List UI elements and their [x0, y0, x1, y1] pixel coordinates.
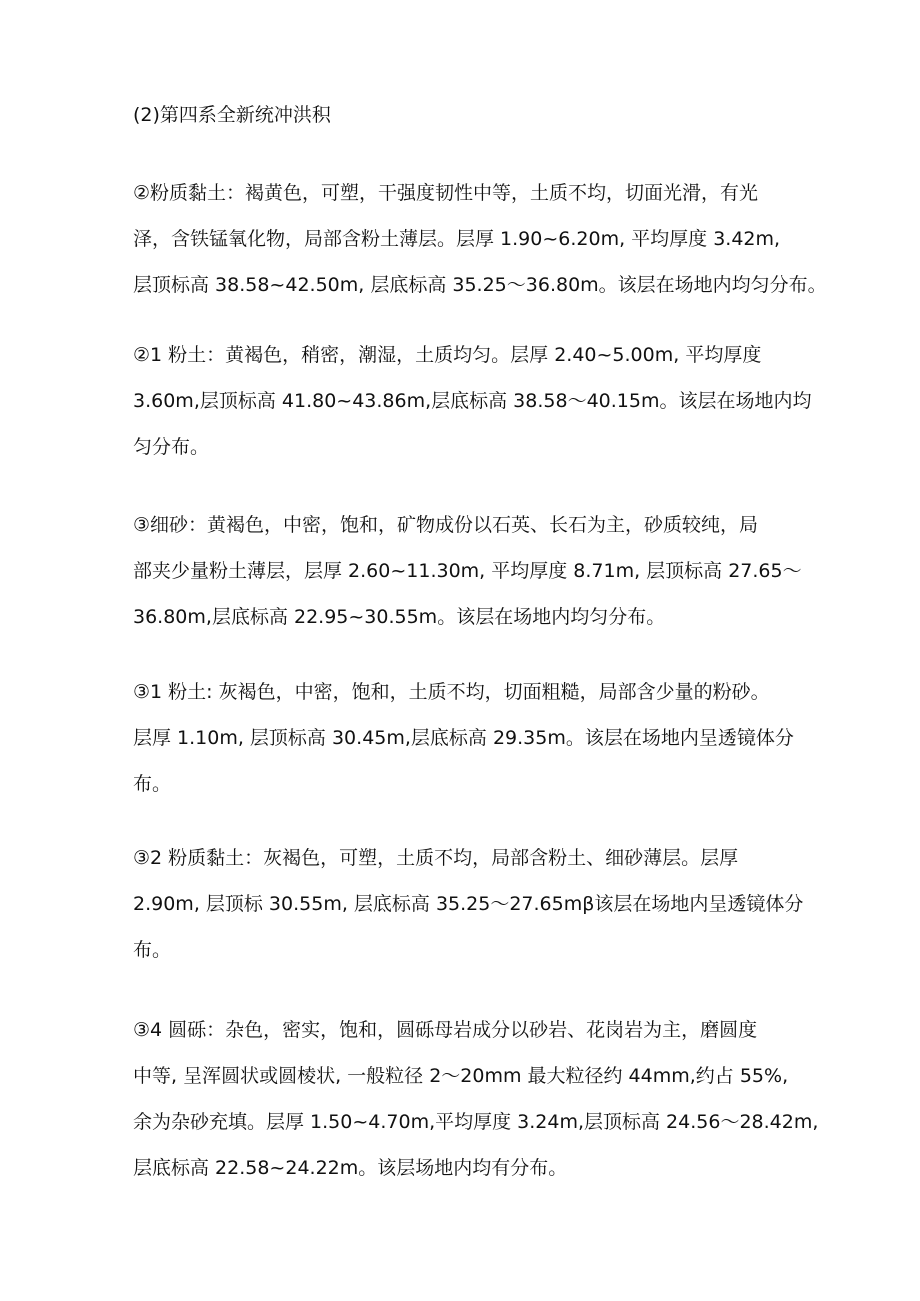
paragraph-line: 余为杂砂充填。层厚 1.50~4.70m,平均厚度 3.24m,层顶标高 24.56～28.42m,	[133, 1111, 819, 1133]
paragraph-line: 泽，含铁锰氧化物，局部含粉土薄层。层厚 1.90~6.20m, 平均厚度 3.42m,	[133, 228, 781, 250]
paragraph-line: 36.80m,层底标高 22.95~30.55m。该层在场地内均匀分布。	[133, 606, 666, 628]
paragraph-line: ③细砂：黄褐色，中密，饱和，矿物成份以石英、长石为主，砂质较纯，局	[133, 514, 759, 536]
paragraph-line: 层顶标高 38.58~42.50m, 层底标高 35.25～36.80m。该层在场地内均匀分布。	[133, 274, 827, 296]
paragraph-line: ③2 粉质黏土：灰褐色，可塑，土质不均，局部含粉土、细砂薄层。层厚	[133, 847, 739, 869]
paragraph-line: 匀分布。	[133, 436, 210, 458]
paragraph-line: 层底标高 22.58~24.22m。该层场地内均有分布。	[133, 1157, 568, 1179]
paragraph-silty-clay-3-2	[133, 835, 804, 973]
paragraph-silt-3-1	[133, 669, 793, 807]
paragraph-fine-sand	[133, 502, 802, 640]
paragraph-line: ②粉质黏土：褐黄色，可塑，干强度韧性中等，土质不均，切面光滑，有光	[133, 182, 759, 204]
paragraph-gravel-3-4	[133, 1007, 819, 1191]
paragraph-line: 布。	[133, 773, 172, 795]
paragraph-line: ③4 圆砾：杂色，密实，饱和，圆砾母岩成分以砂岩、花岗岩为主，磨圆度	[133, 1019, 758, 1041]
paragraph-silt-2-1	[133, 332, 812, 470]
paragraph-line: 布。	[133, 939, 172, 961]
paragraph-line: 部夹少量粉土薄层，层厚 2.60~11.30m, 平均厚度 8.71m, 层顶标高 27.65～	[133, 560, 802, 582]
paragraph-line: 层厚 1.10m, 层顶标高 30.45m,层底标高 29.35m。该层在场地内呈透镜体分	[133, 727, 794, 749]
paragraph-line: ③1 粉土: 灰褐色，中密，饱和，土质不均，切面粗糙，局部含少量的粉砂。	[133, 681, 770, 703]
section-heading: (2)第四系全新统冲洪积	[133, 104, 331, 126]
paragraph-line: 2.90m, 层顶标 30.55m, 层底标高 35.25～27.65mβ该层在场地内呈透镜体分	[133, 893, 804, 915]
paragraph-line: ②1 粉土：黄褐色，稍密，潮湿，土质均匀。层厚 2.40~5.00m, 平均厚度	[133, 344, 762, 366]
paragraph-line: 中等, 呈浑圆状或圆棱状, 一般粒径 2～20mm 最大粒径约 44mm,约占 55%,	[133, 1065, 789, 1087]
paragraph-silty-clay	[133, 170, 827, 308]
paragraph-line: 3.60m,层顶标高 41.80~43.86m,层底标高 38.58～40.15m。该层在场地内均	[133, 390, 812, 412]
